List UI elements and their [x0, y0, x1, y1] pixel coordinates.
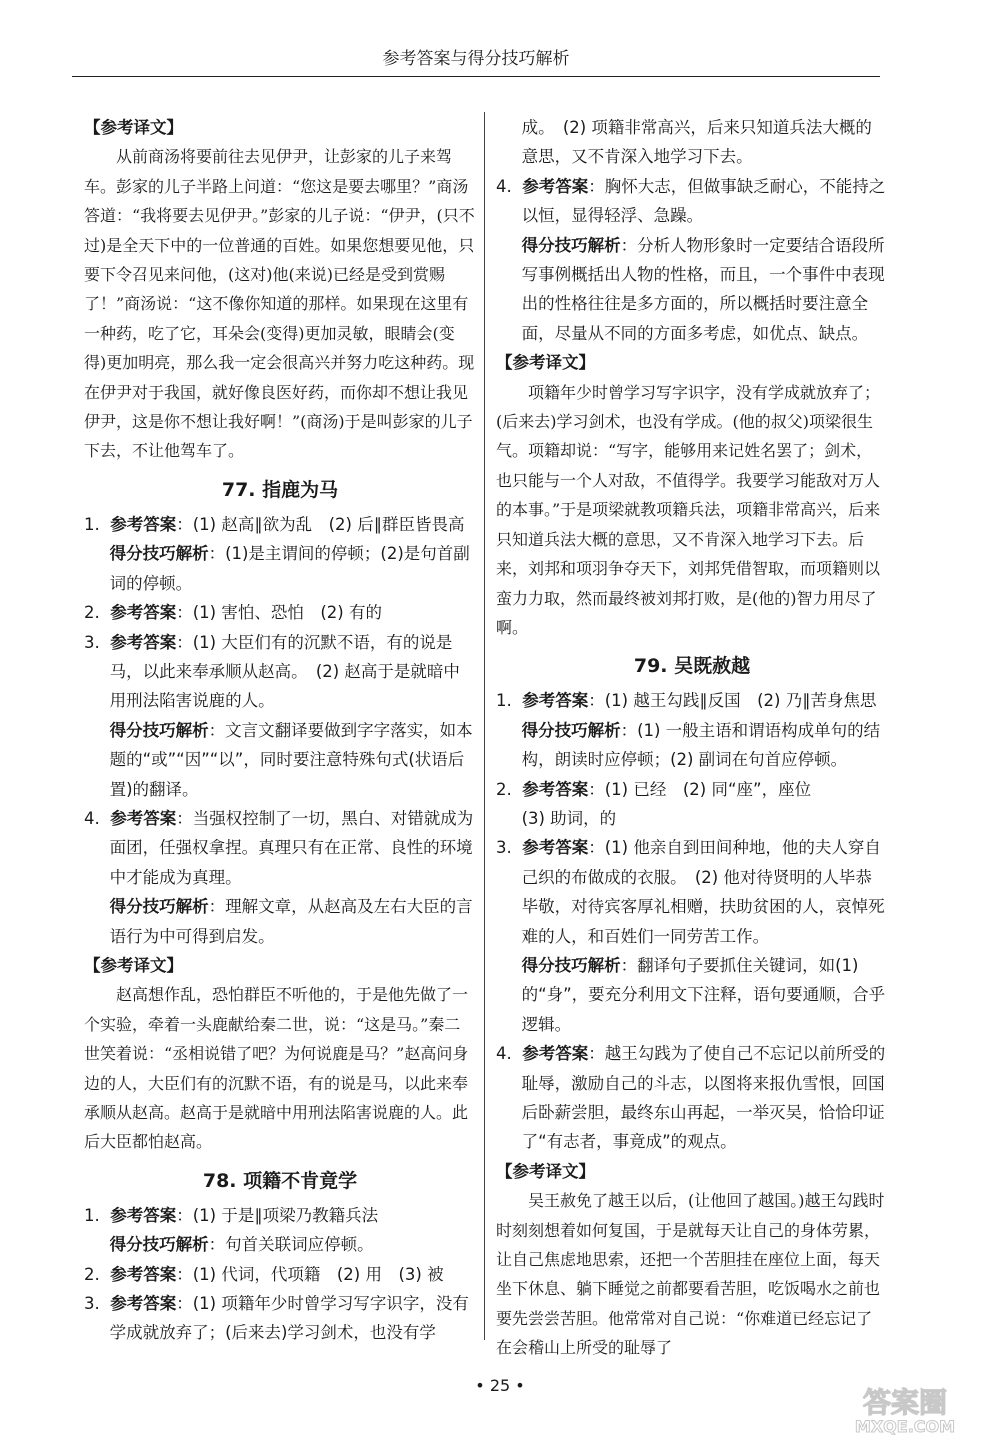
tip-item: [84, 539, 476, 598]
answer-item: [496, 775, 888, 804]
answer-continuation: (3) 助词，的: [521, 808, 617, 828]
watermark-logo: [820, 1382, 990, 1436]
tip-item: [84, 892, 476, 951]
answer-label: 参考答案: [522, 176, 589, 196]
answer-item: [496, 686, 888, 715]
item-number: 4.: [84, 808, 100, 828]
answer-label: 参考答案: [522, 779, 589, 799]
answer-label: 参考答案: [110, 632, 177, 652]
translation-paragraph: 项籍年少时曾学习写字识字，没有学成就放弃了；(后来去)学习剑术，也没有学成。(他的叔父)项梁很生气。项籍却说：“写字，能够用来记姓名罢了；剑术，也只能与一个人对敌，不值得学。我要学习能敌对万人的本事。”于是项梁就教项籍兵法，项籍非常高兴，后来只知道兵法大概的意思，又不肯深入地学习下去。后来，刘邦和项羽争夺天下，刘邦凭借智取，而项籍则以蛮力力取，然而最终被刘邦打败，是(他的)智力用尽了啊。: [496, 382, 881, 637]
answer-item: [84, 510, 476, 539]
header-rule: [72, 76, 880, 77]
answer-continuation: 成。 (2) 项籍非常高兴，后来只知道兵法大概的意思，又不肯深入地学习下去。: [521, 118, 872, 167]
translation-paragraph: 赵高想作乱，恐怕群臣不听他的，于是他先做了一个实验，牵着一头鹿献给秦二世，说：“这是马。”秦二世笑着说：“丞相说错了吧？为何说鹿是马？”赵高问身边的人，大臣们有的沉默不语，有的说是马，以此来奉承顺从赵高。赵高于是就暗中用刑法陷害说鹿的人。此后大臣都怕赵高。: [84, 985, 469, 1152]
item-number: 1.: [496, 691, 512, 711]
answer-item: [84, 628, 476, 716]
right-column: [496, 113, 888, 1363]
watermark-top: 答案圈: [862, 1386, 948, 1419]
section-label: 【参考译文】: [84, 955, 183, 975]
tip-label: 得分技巧解析: [109, 720, 209, 740]
tip-text: ：理解文章，从赵高及左右大臣的言语行为中可得到启发。: [109, 897, 473, 946]
item-number: 3.: [84, 632, 100, 652]
tip-item: [496, 716, 888, 775]
running-header: 参考答案与得分技巧解析: [382, 49, 570, 69]
answer-label: 参考答案: [110, 808, 177, 828]
tip-label: 得分技巧解析: [521, 955, 621, 975]
answer-text: ：(1) 越王勾践∥反国 (2) 乃∥苦身焦思: [588, 691, 877, 711]
answer-text: ：(1) 于是∥项梁乃教籍兵法: [176, 1205, 379, 1225]
tip-item: [84, 1230, 476, 1259]
answer-label: 参考答案: [110, 1205, 177, 1225]
page-number: • 25 •: [475, 1376, 525, 1395]
section-title-79: 79. 吴既赦越: [633, 655, 751, 678]
answer-label: 参考答案: [522, 1044, 589, 1064]
answer-item: [84, 598, 476, 627]
answer-item: [496, 1039, 888, 1157]
tip-label: 得分技巧解析: [109, 544, 209, 564]
item-number: 4.: [496, 176, 512, 196]
tip-text: ：(1)是主谓间的停顿；(2)是句首副词的停顿。: [109, 544, 470, 593]
item-number: 1.: [84, 514, 100, 534]
section-label: 【参考译文】: [496, 1161, 595, 1181]
tip-label: 得分技巧解析: [109, 897, 209, 917]
translation-paragraph: 从前商汤将要前往去见伊尹，让彭家的儿子来驾车。彭家的儿子半路上问道：“您这是要去哪里？”商汤答道：“我将要去见伊尹。”彭家的儿子说：“伊尹，(只不过)是全天下中的一位普通的百姓。如果您想要见他，只要下令召见来问他，(这对)他(来说)已经是受到赏赐了！”商汤说：“这不像你知道的那样。如果现在这里有一种药，吃了它，耳朵会(变得)更加灵敏，眼睛会(变得)更加明亮，那么我一定会很高兴并努力吃这种药。现在伊尹对于我国，就好像良医好药，而你却不想让我见伊尹，这是你不想让我好啊！”(商汤)于是叫彭家的儿子下去，不让他驾车了。: [84, 147, 475, 461]
answer-text: ：(1) 大臣们有的沉默不语，有的说是马，以此来奉承顺从赵高。 (2) 赵高于是就暗中用刑法陷害说鹿的人。: [109, 632, 460, 711]
answer-label: 参考答案: [110, 1264, 177, 1284]
tip-item: [496, 231, 888, 349]
item-number: 2.: [84, 603, 100, 623]
item-number: 4.: [496, 1044, 512, 1064]
answer-text: ：(1) 赵高∥欲为乱 (2) 后∥群臣皆畏高: [176, 514, 465, 534]
answer-label: 参考答案: [110, 603, 177, 623]
answer-item: [496, 833, 888, 951]
answer-text: ：(1) 他亲自到田间种地，他的夫人穿自己织的布做成的衣服。 (2) 他对待贤明的人毕恭毕敬，对待宾客厚礼相赠，扶助贫困的人，哀悼死难的人，和百姓们一同劳苦工作。: [521, 838, 885, 946]
answer-item: [84, 804, 476, 892]
item-number: 2.: [496, 779, 512, 799]
item-number: 3.: [84, 1294, 100, 1314]
tip-text: ：文言文翻译要做到字字落实，如本题的“或”“因”“以”，同时要注意特殊句式(状语后置)的翻译。: [109, 720, 473, 799]
answer-item: [496, 172, 888, 231]
tip-label: 得分技巧解析: [521, 235, 621, 255]
answer-label: 参考答案: [522, 691, 589, 711]
answer-label: 参考答案: [110, 514, 177, 534]
tip-item: [496, 951, 888, 1039]
answer-item: [84, 1260, 476, 1289]
item-number: 1.: [84, 1205, 100, 1225]
column-divider: [484, 112, 485, 1340]
tip-text: ：分析人物形象时一定要结合语段所写事例概括出人物的性格，而且，一个事件中表现出的性格往往是多方面的，所以概括时要注意全面，尽量从不同的方面多考虑，如优点、缺点。: [521, 235, 885, 343]
answer-label: 参考答案: [522, 838, 589, 858]
item-number: 2.: [84, 1264, 100, 1284]
answer-item: [84, 1201, 476, 1230]
item-number: 3.: [496, 838, 512, 858]
answer-text: ：(1) 害怕、恐怕 (2) 有的: [176, 603, 382, 623]
tip-text: ：翻译句子要抓住关键词，如(1)的“身”，要充分利用文下注释，语句要通顺，合乎逻辑。: [521, 955, 886, 1034]
tip-label: 得分技巧解析: [109, 1235, 209, 1255]
left-column: [84, 113, 476, 1348]
tip-text: ：(1) 一般主语和谓语构成单句的结构，朗读时应停顿；(2) 副词在句首应停顿。: [521, 720, 881, 770]
answer-item: [84, 1289, 476, 1348]
translation-paragraph: 吴王赦免了越王以后，(让他回了越国。)越王勾践时时刻刻想着如何复国，于是就每天让自己的身体劳累，让自己焦虑地思索，还把一个苦胆挂在座位上面，每天坐下休息、躺下睡觉之前都要看苦胆，吃饭喝水之前也要先尝尝苦胆。他常常对自己说：“你难道已经忘记了在会稽山上所受的耻辱了: [496, 1191, 885, 1358]
answer-label: 参考答案: [110, 1294, 177, 1314]
section-title-77: 77. 指鹿为马: [221, 478, 339, 501]
answer-text: ：(1) 项籍年少时曾学习写字识字，没有学成就放弃了；(后来去)学习剑术，也没有学: [109, 1294, 469, 1343]
tip-item: [84, 716, 476, 804]
answer-text: ：胸怀大志，但做事缺乏耐心，不能持之以恒，显得轻浮、急躁。: [521, 176, 886, 226]
section-title-78: 78. 项籍不肯竟学: [202, 1169, 358, 1192]
section-label: 【参考译文】: [84, 118, 183, 137]
answer-text: ：当强权控制了一切，黑白、对错就成为面团，任强权拿捏。真理只有在正常、良性的环境中才能成为真理。: [109, 808, 474, 887]
answer-text: ：越王勾践为了使自己不忘记以前所受的耻辱，激励自己的斗志，以图将来报仇雪恨，回国后卧薪尝胆，最终东山再起，一举灭吴，恰恰印证了“有志者，事竟成”的观点。: [521, 1044, 886, 1152]
tip-text: ：句首关联词应停顿。: [208, 1235, 374, 1255]
tip-label: 得分技巧解析: [521, 720, 621, 740]
section-label: 【参考译文】: [496, 353, 595, 373]
answer-text: ：(1) 已经 (2) 同“座”，座位: [588, 779, 812, 799]
watermark-bottom: MXQE.COM: [854, 1417, 956, 1436]
answer-text: ：(1) 代词，代项籍 (2) 用 (3) 被: [176, 1264, 444, 1284]
